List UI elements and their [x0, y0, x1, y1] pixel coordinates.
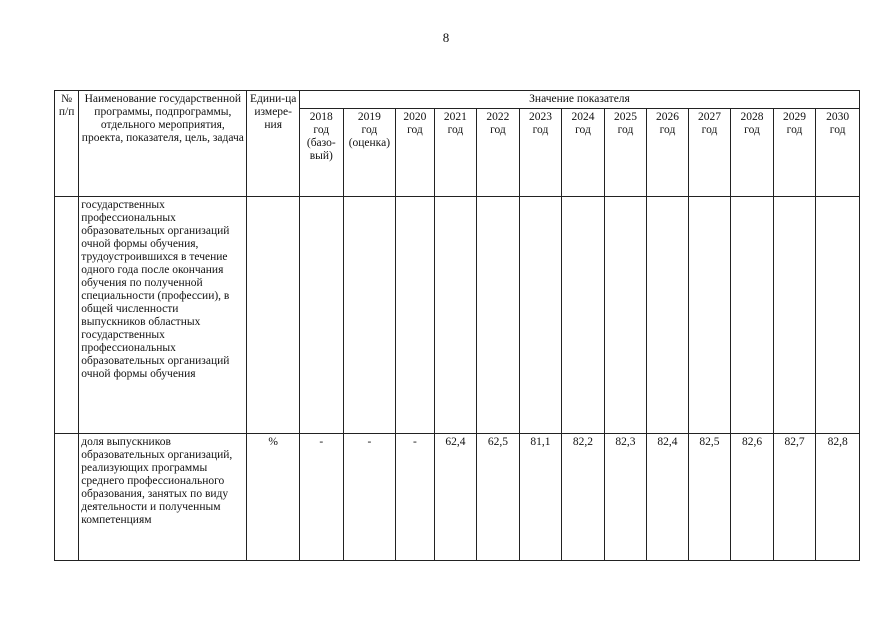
value-cell: [562, 197, 605, 434]
value-cell: [396, 197, 434, 434]
value-cell: -: [396, 434, 434, 561]
row-name: доля выпускников образовательных организаций, реализующих программы среднего профессионального образования, занятых по виду деятельности и полученным компетенциям: [79, 434, 247, 561]
value-cell: [519, 197, 562, 434]
value-cell: [773, 197, 816, 434]
page-number: 8: [442, 30, 450, 45]
header-year-2023: 2023 год: [519, 109, 562, 197]
row-unit: [247, 197, 300, 434]
header-name: Наименование государственной программы, подпрограммы, отдельного мероприятия, проекта, показателя, цель, задача: [79, 91, 247, 197]
value-cell: [300, 197, 344, 434]
header-values-group: Значение показателя: [300, 91, 860, 109]
table-row: [55, 434, 860, 561]
value-cell: [647, 197, 689, 434]
header-year-2020: 2020 год: [396, 109, 434, 197]
value-cell: [731, 197, 774, 434]
value-cell: [688, 197, 731, 434]
header-year-2030: 2030 год: [816, 109, 860, 197]
header-num: № п/п: [55, 91, 79, 197]
header-year-2028: 2028 год: [731, 109, 774, 197]
row-num: [55, 434, 79, 561]
value-cell: 82,4: [647, 434, 689, 561]
value-cell: 82,3: [604, 434, 647, 561]
value-cell: 82,2: [562, 434, 605, 561]
header-row-1: [55, 91, 860, 109]
row-unit: %: [247, 434, 300, 561]
value-cell: 82,7: [773, 434, 816, 561]
header-year-2027: 2027 год: [688, 109, 731, 197]
value-cell: 82,6: [731, 434, 774, 561]
value-cell: [477, 197, 520, 434]
table-row: [55, 197, 860, 434]
indicators-table: [54, 90, 860, 561]
value-cell: 82,5: [688, 434, 731, 561]
header-unit: Едини-ца измере-ния: [247, 91, 300, 197]
value-cell: [434, 197, 477, 434]
header-year-2018: 2018 год (базо-вый): [300, 109, 344, 197]
value-cell: 62,4: [434, 434, 477, 561]
header-year-2029: 2029 год: [773, 109, 816, 197]
value-cell: [343, 197, 396, 434]
header-year-2024: 2024 год: [562, 109, 605, 197]
row-name: государственных профессиональных образовательных организаций очной формы обучения, трудоустроившихся в течение одного года после окончания обучения по полученной специальности (профессии), в общей численности выпускников областных государственных профессиональных образовательных организаций очной формы обучения: [79, 197, 247, 434]
header-year-2025: 2025 год: [604, 109, 647, 197]
value-cell: 82,8: [816, 434, 860, 561]
value-cell: [604, 197, 647, 434]
header-year-2019: 2019 год (оценка): [343, 109, 396, 197]
value-cell: [816, 197, 860, 434]
value-cell: 81,1: [519, 434, 562, 561]
header-year-2021: 2021 год: [434, 109, 477, 197]
row-num: [55, 197, 79, 434]
header-year-2022: 2022 год: [477, 109, 520, 197]
value-cell: -: [343, 434, 396, 561]
value-cell: 62,5: [477, 434, 520, 561]
value-cell: -: [300, 434, 344, 561]
header-year-2026: 2026 год: [647, 109, 689, 197]
